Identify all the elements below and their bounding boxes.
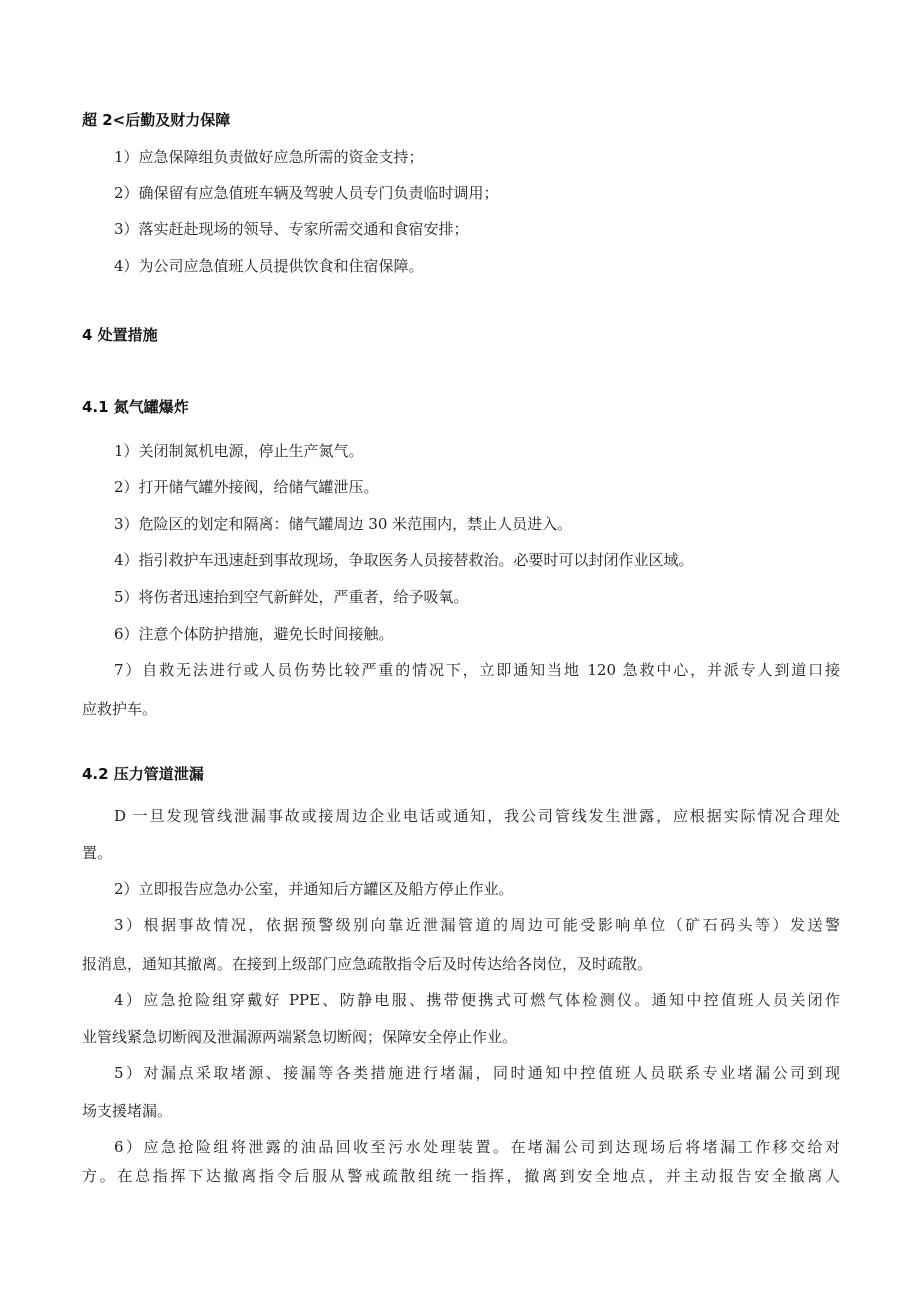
paragraph-line: 2）立即报告应急办公室，并通知后方罐区及船方停止作业。 — [114, 880, 514, 898]
list-item: 2）打开储气罐外接阀，给储气罐泄压。 — [114, 478, 379, 496]
paragraph-line: 6）应急抢险组将泄露的油品回收至污水处理装置。在堵漏公司到达现场后将堵漏工作移交给对 — [114, 1138, 840, 1156]
paragraph-line: 3）根据事故情况，依据预警级别向靠近泄漏管道的周边可能受影响单位（矿石码头等）发送警 — [114, 916, 840, 934]
section-heading-nitrogen: 4.1 氮气罐爆炸 — [82, 398, 189, 416]
paragraph-line: 场支援堵漏。 — [82, 1102, 173, 1120]
paragraph-line: 5）对漏点采取堵源、接漏等各类措施进行堵漏，同时通知中控值班人员联系专业堵漏公司到现 — [114, 1064, 840, 1082]
list-item: 3）落实赶赴现场的领导、专家所需交通和食宿安排； — [114, 220, 469, 238]
list-item: 4）为公司应急值班人员提供饮食和住宿保障。 — [114, 257, 424, 275]
section-heading-pipeline: 4.2 压力管道泄漏 — [82, 765, 204, 783]
list-item: 4）指引救护车迅速赶到事故现场，争取医务人员接替救治。必要时可以封闭作业区域。 — [114, 551, 694, 569]
paragraph-line: 方。在总指挥下达撤离指令后服从警戒疏散组统一指挥，撤离到安全地点，并主动报告安全撤离人 — [82, 1167, 840, 1185]
list-item: 1）关闭制氮机电源，停止生产氮气。 — [114, 442, 364, 460]
list-item: 1）应急保障组负责做好应急所需的资金支持； — [114, 148, 424, 166]
list-item: 7）自救无法进行或人员伤势比较严重的情况下，立即通知当地 120 急救中心，并派专人到道口接 — [114, 661, 840, 679]
paragraph-line: 4）应急抢险组穿戴好 PPE、防静电服、携带便携式可燃气体检测仪。通知中控值班人员关闭作 — [114, 991, 840, 1009]
list-item-continuation: 应救护车。 — [82, 700, 158, 718]
list-item: 2）确保留有应急值班车辆及驾驶人员专门负责临时调用； — [114, 184, 499, 202]
list-item: 3）危险区的划定和隔离：储气罐周边 30 米范围内，禁止人员进入。 — [114, 515, 573, 533]
list-item: 6）注意个体防护措施，避免长时间接触。 — [114, 625, 394, 643]
paragraph-line: 报消息，通知其撤离。在接到上级部门应急疏散指令后及时传达给各岗位，及时疏散。 — [82, 955, 653, 973]
paragraph-line: 置。 — [82, 844, 113, 862]
paragraph-line: 业管线紧急切断阀及泄漏源两端紧急切断阀；保障安全停止作业。 — [82, 1028, 518, 1046]
list-item: 5）将伤者迅速抬到空气新鲜处，严重者，给予吸氧。 — [114, 588, 469, 606]
section-heading-logistics: 超 2<后勤及财力保障 — [82, 111, 231, 129]
section-heading-measures: 4 处置措施 — [82, 326, 158, 344]
paragraph-line: D 一旦发现管线泄漏事故或接周边企业电话或通知，我公司管线发生泄露，应根据实际情况合理处 — [114, 807, 840, 825]
